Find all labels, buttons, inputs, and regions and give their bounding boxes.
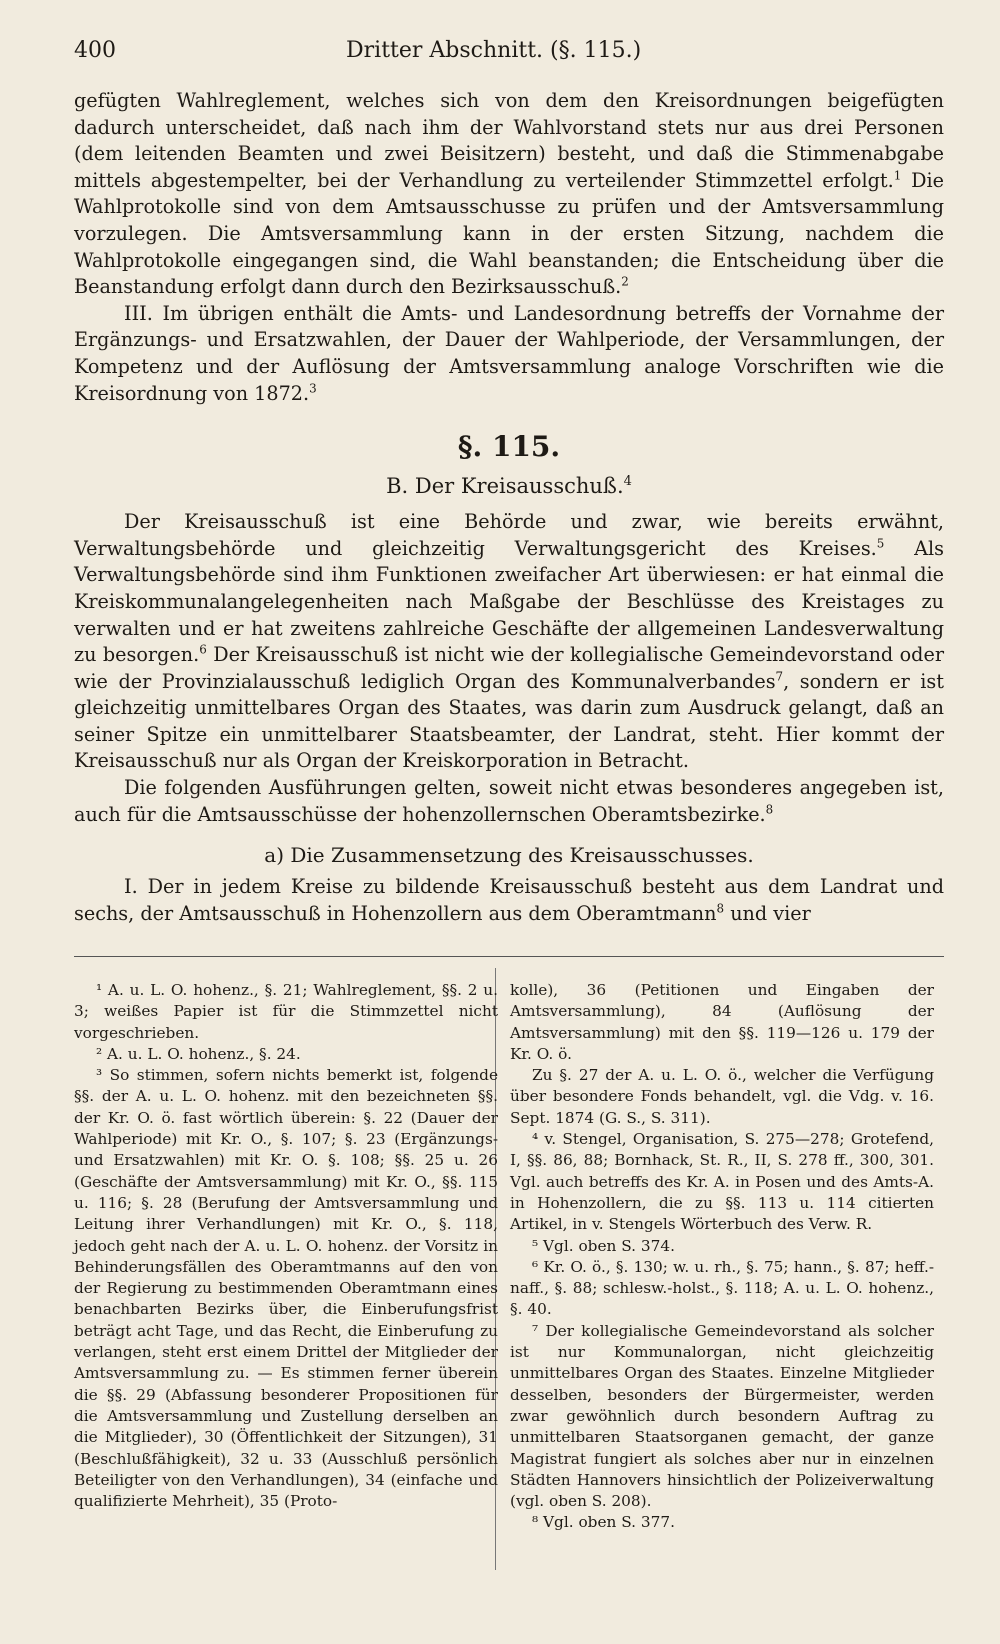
text-run: Die Wahlprotokolle sind von dem Amtsausschusse zu prüfen und der Amtsversammlung vorzulegen. Die Amtsversammlung kann in der ersten Sitzung, nachdem die Wahlprotokolle eingegangen sind, die Wahl beanstanden; die Entscheidung über die Beanstandung erfolgt dann durch den Bezirksausschuß. <box>74 168 944 299</box>
footnote-2: ² A. u. L. O. hohenz., §. 24. <box>96 1044 301 1063</box>
footnote-3: ³ So stimmen, sofern nichts bemerkt ist, folgende §§. der A. u. L. O. hohenz. mit den bezeichneten §§. der Kr. O. ö. fast wörtlich überein: §. 22 (Dauer der Wahlperiode) mit Kr. O., §. 107; §. 23 (Ergänzungs- und Ersatzwahlen) mit Kr. O. §. 108; §§. 25 u. 26 (Geschäfte der Amtsversammlung) mit Kr. O., §§. 115 u. 116; §. 28 (Berufung der Amtsversammlung und Leitung ihrer Verhandlungen) mit Kr. O., §. 118, jedoch geht nach der A. u. L. O. hohenz. der Vorsitz in Behinderungsfällen des Oberamtmanns auf den von der Regierung zu bestimmenden Oberamtmann eines benachbarten Bezirks über, die Einberufungsfrist beträgt acht Tage, und das Recht, die Einberufung zu verlangen, steht erst einem Drittel der Mitglieder der Amtsversammlung zu. — Es stimmen ferner überein die §§. 29 (Abfassung besonderer Propositionen für die Amtsversammlung und Zustellung derselben an die Mitglieder), 30 (Öffentlichkeit der Sitzungen), 31 (Beschlußfähigkeit), 32 u. 33 (Ausschluß persönlich Beteiligter von den Verhandlungen), 34 (einfache und qualifizierte Mehrheit), 35 (Proto- <box>74 1066 498 1511</box>
text-run: Als Verwaltungsbehörde sind ihm Funktionen zweifacher Art überwiesen: er hat einmal die Kreiskommunalangelegenheiten nach Maßgabe der Beschlüsse des Kreistages zu verwalten und er hat zweitens zahlreiche Geschäfte der allgemeinen Landesverwaltung zu besorgen. <box>74 536 944 667</box>
text-run: I. Der in jedem Kreise zu bildende Kreisausschuß besteht aus dem Landrat und sechs, der Amtsausschuß in Hohenzollern aus dem Oberamtmann <box>74 875 944 925</box>
footnote-6: ⁶ Kr. O. ö., §. 130; w. u. rh., §. 75; hann., §. 87; heff.-naff., §. 88; schlesw.-holst., §. 118; A. u. L. O. hohenz., §. 40. <box>510 1257 934 1319</box>
text-run: Die folgenden Ausführungen gelten, soweit nicht etwas besonderes angegeben ist, auch für die Amtsausschüsse der hohenzollernschen Oberamtsbezirke. <box>74 776 944 826</box>
footnote-3-continued-note: Zu §. 27 der A. u. L. O. ö., welcher die Verfügung über besondere Fonds behandelt, vgl. die Vdg. v. 16. Sept. 1874 (G. S., S. 311). <box>510 1066 934 1127</box>
footnote-rule <box>74 956 944 957</box>
text-run: gefügten Wahlreglement, welches sich von dem den Kreisordnungen beigefügten dadurch unterscheidet, daß nach ihm der Wahlvorstand stets nur aus drei Personen (dem leitenden Beamten und zwei Beisitzern) besteht, und daß die Stimmenabgabe mittels abgestempelter, bei der Verhandlung zu verteilender Stimmzettel erfolgt. <box>74 89 944 192</box>
text-run: und vier <box>724 901 811 925</box>
footnote-8: ⁸ Vgl. oben S. 377. <box>532 1513 675 1532</box>
text-run: Der Kreisausschuß ist eine Behörde und zwar, wie bereits erwähnt, Verwaltungsbehörde und gleichzeitig Verwaltungsgericht des Kreises. <box>74 510 944 560</box>
footnote-ref: 1 <box>893 168 902 183</box>
paragraph <box>74 88 944 301</box>
footnote-ref: 3 <box>309 381 317 396</box>
text-run: , sondern er ist gleichzeitig unmittelbares Organ des Staates, was darin zum Ausdruck gelangt, daß an seiner Spitze ein unmittelbarer Staatsbeamter, der Landrat, steht. Hier kommt der Kreisausschuß nur als Organ der Kreiskorporation in Betracht. <box>74 669 944 773</box>
section-number: §. 115. <box>457 430 561 464</box>
footnote-ref: 8 <box>716 901 725 916</box>
paragraph <box>74 775 944 828</box>
footnote-ref: 2 <box>621 274 629 289</box>
footnotes-left-column <box>74 980 498 1512</box>
paragraph <box>74 874 944 927</box>
running-head <box>74 36 944 66</box>
footnote-ref: 7 <box>775 669 784 684</box>
footnote-ref: 8 <box>765 802 774 817</box>
text-run: Der Kreisausschuß ist nicht wie der kollegialische Gemeindevorstand oder wie der Provinzialausschuß lediglich Organ des Kommunalverbandes <box>74 643 944 693</box>
page-number: 400 <box>74 38 116 63</box>
paragraph <box>74 301 944 407</box>
text-run: III. Im übrigen enthält die Amts- und Landesordnung betreffs der Vornahme der Ergänzungs- und Ersatzwahlen, der Dauer der Wahlperiode, der Versammlungen, der Kompetenz und der Auflösung der Amtsversammlung analoge Vorschriften wie die Kreisordnung von 1872. <box>74 301 944 405</box>
footnote-4: ⁴ v. Stengel, Organisation, S. 275—278; Grotefend, I, §§. 86, 88; Bornhack, St. R., II, S. 278 ff., 300, 301. Vgl. auch betreffs des Kr. A. in Posen und des Amts-A. in Hohenzollern, die zu §§. 113 u. 114 citierten Artikel, in v. Stengels Wörterbuch des Verw. R. <box>510 1130 934 1234</box>
paragraph <box>74 509 944 775</box>
sub-heading: a) Die Zusammensetzung des Kreisausschusses. <box>264 843 754 868</box>
footnote-ref: 5 <box>876 536 885 551</box>
footnote-1: ¹ A. u. L. O. hohenz., §. 21; Wahlreglement, §§. 2 u. 3; weißes Papier ist für die Stimmzettel nicht vorgeschrieben. <box>74 981 498 1042</box>
section-title <box>74 471 944 501</box>
footnote-7: ⁷ Der kollegialische Gemeindevorstand als solcher ist nur Kommunalorgan, nicht gleichzeitig unmittelbares Organ des Staates. Einzelne Mitglieder desselben, besonders der Bürgermeister, werden zwar gewöhnlich durch besondern Auftrag zu unmittelbaren Staatsorganen gemacht, der ganze Magistrat fungiert als solches aber nur in einzelnen Städten Hannovers hinsichtlich der Polizeiverwaltung (vgl. oben S. 208). <box>510 1321 934 1511</box>
section-title-text: B. Der Kreisausschuß. <box>386 474 624 499</box>
footnote-5: ⁵ Vgl. oben S. 374. <box>532 1236 675 1255</box>
footnote-3-continued: kolle), 36 (Petitionen und Eingaben der Amtsversammlung), 84 (Auflösung der Amtsversammlung) mit den §§. 119—126 u. 179 der Kr. O. ö. <box>510 981 934 1063</box>
footnotes-right-column <box>510 980 934 1534</box>
main-text <box>74 88 944 927</box>
footnote-ref: 6 <box>199 642 207 657</box>
running-title: Dritter Abschnitt. (§. 115.) <box>346 38 642 63</box>
footnote-ref: 4 <box>623 474 632 490</box>
